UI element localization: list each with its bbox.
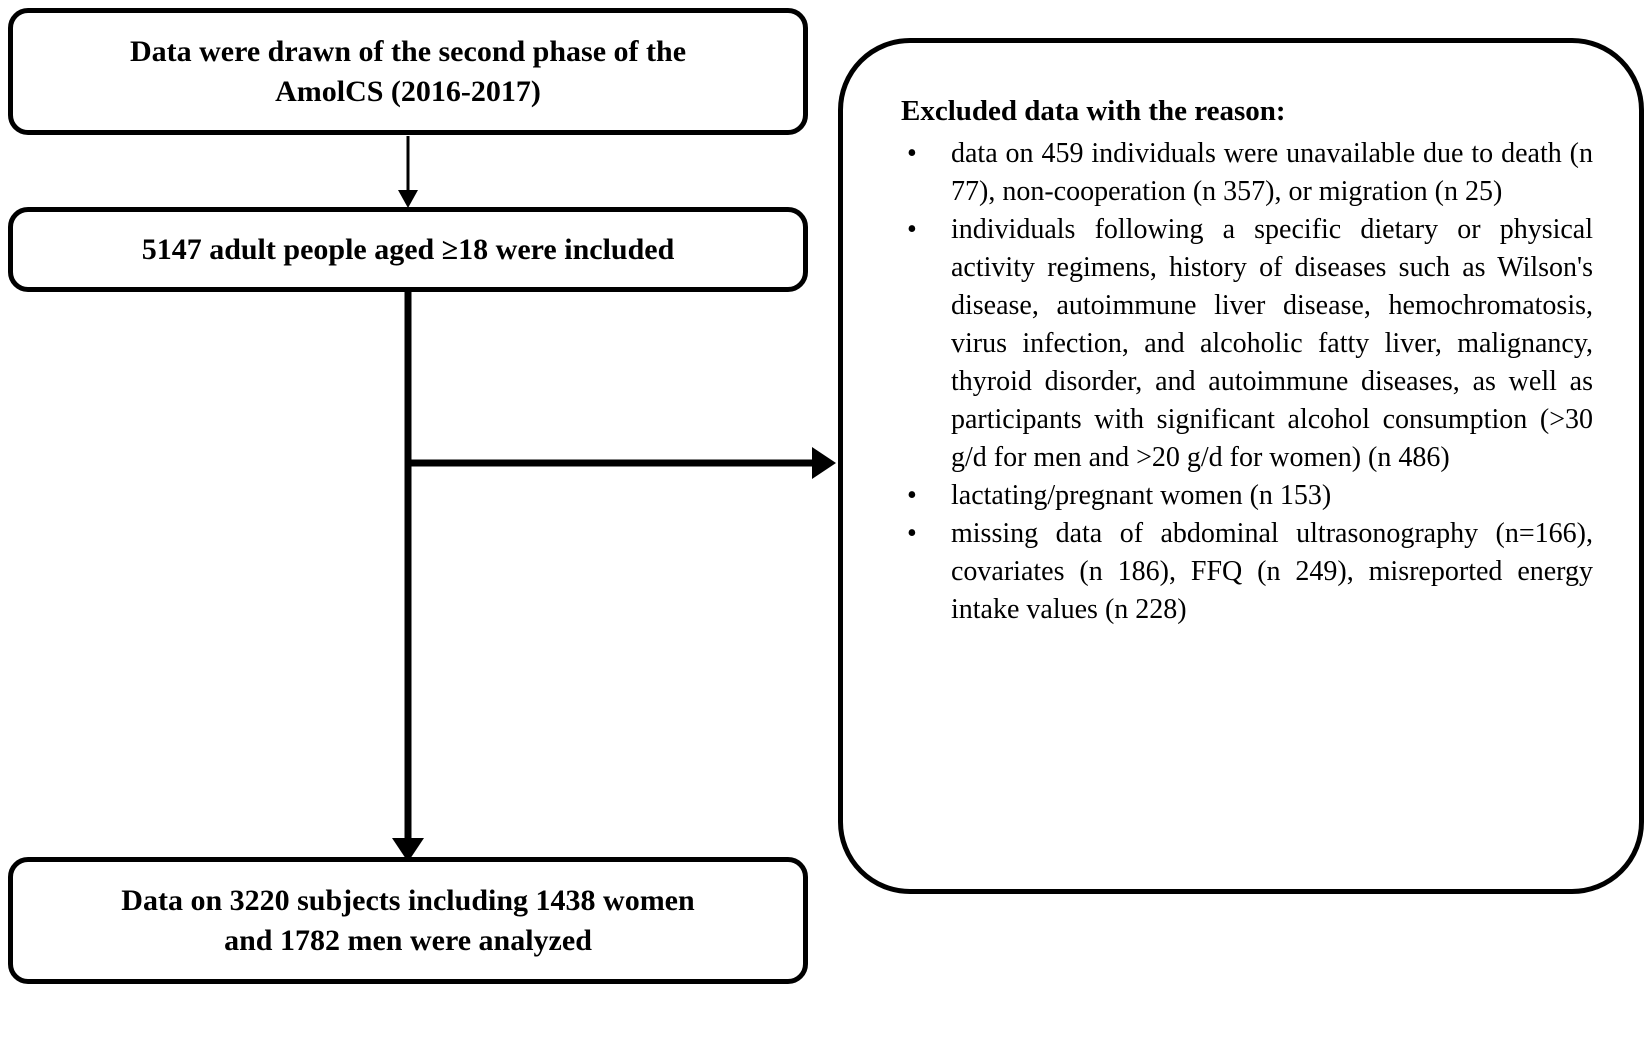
excluded-list [901,135,1593,629]
bullet-icon: • [907,480,917,511]
box-analyzed-line1: Data on 3220 subjects including 1438 women [121,883,695,917]
excluded-item-text: data on 459 individuals were unavailable due to death (n 77), non-cooperation (n 357), or migration (n 25) [951,138,1593,207]
arrow-to-excluded [405,447,836,479]
box-data-source-line1: Data were drawn of the second phase of the [129,34,687,68]
bullet-icon: • [907,138,917,169]
box-data-source [8,8,808,135]
box-analyzed-line2: and 1782 men were analyzed [224,923,592,957]
excluded-item-conditions [901,211,1593,477]
excluded-item-text: missing data of abdominal ultrasonography (n=166), covariates (n 186), FFQ (n 249), misreported energy intake values (n 228) [951,518,1593,625]
bullet-icon: • [907,214,917,245]
excluded-title: Excluded data with the reason: [901,95,1286,127]
box-excluded-reasons [838,38,1644,894]
arrow-source-to-included [398,136,418,208]
box-analyzed [8,857,808,984]
box-included-text: 5147 adult people aged ≥18 were included [141,232,675,266]
bullet-icon: • [907,518,917,549]
box-data-source-line2: AmolCS (2016-2017) [275,74,541,108]
arrow-included-to-analyzed [392,291,424,862]
excluded-item-text: lactating/pregnant women (n 153) [951,480,1332,511]
excluded-item-pregnant [901,477,1593,515]
box-included [8,207,808,292]
excluded-item-missing-data [901,515,1593,629]
excluded-item-unavailable [901,135,1593,211]
excluded-item-text: individuals following a specific dietary or physical activity regimens, history of diseases such as Wilson's disease, autoimmune liver disease, hemochromatosis, virus infection, and alcoholic fatty liver, malignancy, thyroid disorder, and autoimmune diseases, as well as participants with significant alcohol consumption (>30 g/d for men and >20 g/d for women) (n 486) [951,214,1593,473]
